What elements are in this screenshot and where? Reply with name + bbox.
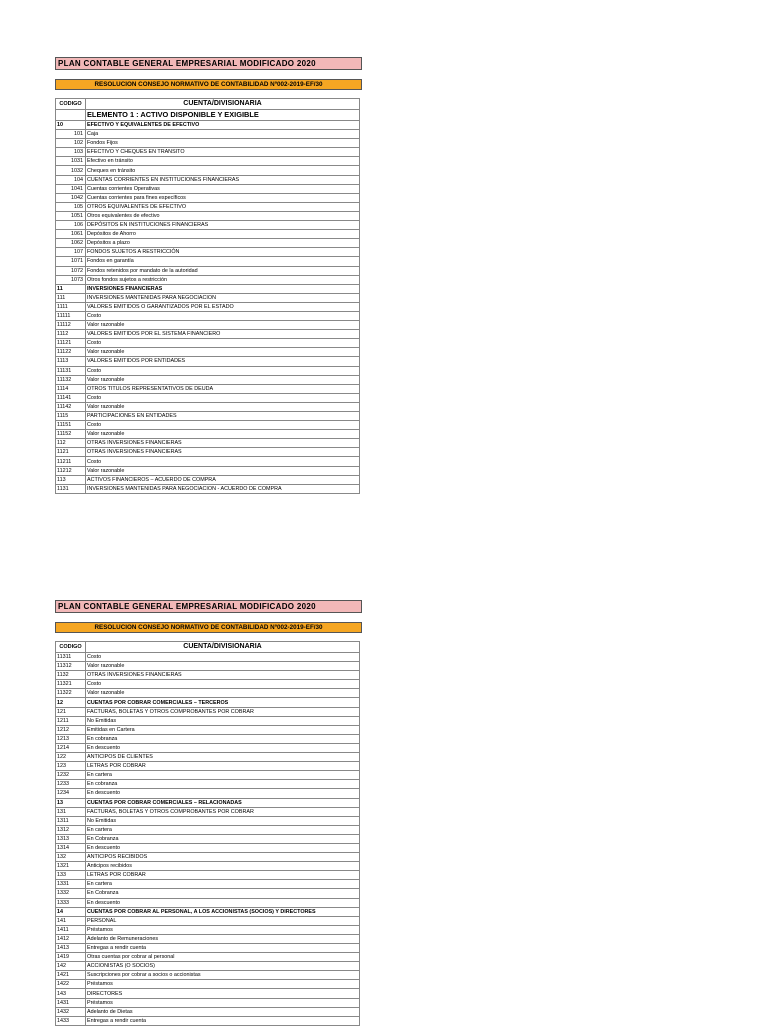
account-code: 1031 [56,157,86,166]
account-name: LETRAS POR COBRAR [86,762,360,771]
account-name: ACTIVOS FINANCIEROS – ACUERDO DE COMPRA [86,475,360,484]
account-name: Emitidas en Cartera [86,725,360,734]
account-name: Depósitos de Ahorro [86,230,360,239]
account-name: VALORES EMITIDOS POR ENTIDADES [86,357,360,366]
table-row [56,266,360,275]
account-name: Valor razonable [86,689,360,698]
account-code: 14 [56,907,86,916]
table-row [56,780,360,789]
table-row [56,375,360,384]
account-code: 1333 [56,898,86,907]
account-name: Valor razonable [86,402,360,411]
table-row [56,971,360,980]
code-column-header: CODIGO [56,642,86,653]
account-name: Valor razonable [86,321,360,330]
account-name: No Emitidas [86,716,360,725]
account-name: Entregas a rendir cuenta [86,1016,360,1025]
account-name: Valor razonable [86,375,360,384]
account-name: ANTICIPOS DE CLIENTES [86,753,360,762]
account-code: 1331 [56,880,86,889]
table-row [56,1007,360,1016]
account-code: 106 [56,221,86,230]
account-code: 1071 [56,257,86,266]
code-column-header: CODIGO [56,99,86,110]
account-code: 1072 [56,266,86,275]
table-row [56,853,360,862]
page-title: PLAN CONTABLE GENERAL EMPRESARIAL MODIFICADO 2020 [55,600,362,613]
account-name: FACTURAS, BOLETAS Y OTROS COMPROBANTES POR COBRAR [86,807,360,816]
account-name: OTRAS INVERSIONES FINANCIERAS [86,671,360,680]
account-code: 11312 [56,662,86,671]
account-code: 1131 [56,484,86,493]
account-code: 1312 [56,825,86,834]
account-name: Otros equivalentes de efectivo [86,211,360,220]
table-row [56,789,360,798]
account-name: En cartera [86,771,360,780]
table-row [56,257,360,266]
account-code: 1311 [56,816,86,825]
account-code: 11211 [56,457,86,466]
account-name: Depósitos a plazo [86,239,360,248]
account-code: 1051 [56,211,86,220]
account-name: LETRAS POR COBRAR [86,871,360,880]
account-code: 1214 [56,743,86,752]
account-name: Entregas a rendir cuenta [86,944,360,953]
table-row [56,734,360,743]
account-name: FACTURAS, BOLETAS Y OTROS COMPROBANTES POR COBRAR [86,707,360,716]
account-code: 11111 [56,311,86,320]
table-row [56,457,360,466]
account-name: Valor razonable [86,466,360,475]
account-name: Valor razonable [86,430,360,439]
account-code: 1412 [56,934,86,943]
table-row [56,211,360,220]
account-code: 143 [56,989,86,998]
element-title: ELEMENTO 1 : ACTIVO DISPONIBLE Y EXIGIBLE [86,110,360,121]
account-name: PARTICIPACIONES EN ENTIDADES [86,412,360,421]
table-row [56,248,360,257]
table-row [56,393,360,402]
account-code: 1112 [56,330,86,339]
table-row [56,439,360,448]
account-code: 1419 [56,953,86,962]
table-row [56,725,360,734]
table-row [56,662,360,671]
table-row [56,430,360,439]
table-row [56,412,360,421]
account-name: Cuentas corrientes para fines específicos [86,193,360,202]
account-code: 1061 [56,230,86,239]
table-row [56,680,360,689]
account-name: En descuento [86,843,360,852]
account-name: En descuento [86,898,360,907]
table-row [56,402,360,411]
account-code: 141 [56,916,86,925]
account-name: Costo [86,339,360,348]
table-row [56,953,360,962]
table-row [56,348,360,357]
account-name: OTROS TITULOS REPRESENTATIVOS DE DEUDA [86,384,360,393]
account-name: Costo [86,366,360,375]
account-name: VALORES EMITIDOS O GARANTIZADOS POR EL ESTADO [86,302,360,311]
account-name: Fondos en garantía [86,257,360,266]
table-row [56,284,360,293]
account-code: 11152 [56,430,86,439]
account-code: 11311 [56,653,86,662]
account-code: 1041 [56,184,86,193]
account-code: 12 [56,698,86,707]
table-row [56,843,360,852]
account-code: 1032 [56,166,86,175]
account-code: 1111 [56,302,86,311]
account-code: 1413 [56,944,86,953]
account-code: 1234 [56,789,86,798]
accounts-table [55,98,360,494]
table-row [56,184,360,193]
account-name: Cheques en tránsito [86,166,360,175]
account-code: 132 [56,853,86,862]
account-code: 1232 [56,771,86,780]
table-row [56,321,360,330]
table-row [56,448,360,457]
account-code: 13 [56,798,86,807]
account-name: Fondos retenidos por mandato de la autoridad [86,266,360,275]
table-row [56,384,360,393]
account-code: 131 [56,807,86,816]
account-name: En cobranza [86,780,360,789]
account-name: Caja [86,130,360,139]
resolution-banner: RESOLUCION CONSEJO NORMATIVO DE CONTABILIDAD Nº002-2019-EF/30 [55,79,362,90]
account-name: Suscripciones por cobrar a socios o accionistas [86,971,360,980]
account-code: 142 [56,962,86,971]
account-name: CUENTAS CORRIENTES EN INSTITUCIONES FINANCIERAS [86,175,360,184]
table-row [56,916,360,925]
account-code: 1211 [56,716,86,725]
account-name: Préstamos [86,925,360,934]
account-name: CUENTAS POR COBRAR AL PERSONAL, A LOS ACCIONISTAS (SOCIOS) Y DIRECTORES [86,907,360,916]
account-name: En Cobranza [86,834,360,843]
account-code: 10 [56,121,86,130]
account-code: 1332 [56,889,86,898]
table-row [56,275,360,284]
account-code: 103 [56,148,86,157]
account-code: 102 [56,139,86,148]
account-name: En Cobranza [86,889,360,898]
account-code: 1411 [56,925,86,934]
account-name: DEPÓSITOS EN INSTITUCIONES FINANCIERAS [86,221,360,230]
account-code: 1062 [56,239,86,248]
table-row [56,148,360,157]
account-code: 1422 [56,980,86,989]
account-name: EFECTIVO Y EQUIVALENTES DE EFECTIVO [86,121,360,130]
table-row [56,762,360,771]
table-row [56,743,360,752]
account-name: En cartera [86,825,360,834]
table-row [56,239,360,248]
account-name: Valor razonable [86,348,360,357]
account-name: Fondos Fijos [86,139,360,148]
account-code: 1314 [56,843,86,852]
table-row [56,807,360,816]
table-row [56,944,360,953]
account-code: 1073 [56,275,86,284]
account-name: No Emitidas [86,816,360,825]
account-name: INVERSIONES FINANCIERAS [86,284,360,293]
accounts-table-body [56,121,360,494]
table-row [56,311,360,320]
table-row [56,339,360,348]
account-name: Costo [86,680,360,689]
table-row [56,653,360,662]
table-row [56,934,360,943]
account-name: OTRAS INVERSIONES FINANCIERAS [86,448,360,457]
account-code: 1132 [56,671,86,680]
table-row [56,175,360,184]
account-name: OTRAS INVERSIONES FINANCIERAS [86,439,360,448]
table-row [56,293,360,302]
account-code: 11122 [56,348,86,357]
table-row [56,862,360,871]
resolution-banner: RESOLUCION CONSEJO NORMATIVO DE CONTABILIDAD Nº002-2019-EF/30 [55,622,362,633]
accounts-table-body [56,653,360,1026]
account-name: FONDOS SUJETOS A RESTRICCIÓN [86,248,360,257]
account-code: 112 [56,439,86,448]
account-name: PERSONAL [86,916,360,925]
table-row [56,484,360,493]
account-code: 1042 [56,193,86,202]
account-name: ANTICIPOS RECIBIDOS [86,853,360,862]
account-code: 104 [56,175,86,184]
table-row [56,130,360,139]
account-code: 1431 [56,998,86,1007]
account-name: En descuento [86,789,360,798]
table-row [56,898,360,907]
table-row [56,121,360,130]
account-code: 1213 [56,734,86,743]
account-name: Adelanto de Remuneraciones [86,934,360,943]
account-code: 11321 [56,680,86,689]
account-code: 11141 [56,393,86,402]
table-row [56,753,360,762]
table-row [56,998,360,1007]
account-name: INVERSIONES MANTENIDAS PARA NEGOCIACION [86,293,360,302]
account-code: 11 [56,284,86,293]
account-code: 111 [56,293,86,302]
table-row [56,157,360,166]
account-name: En descuento [86,743,360,752]
table-row [56,798,360,807]
table-row [56,716,360,725]
account-name: Costo [86,311,360,320]
account-code: 1212 [56,725,86,734]
account-code: 1421 [56,971,86,980]
page-title: PLAN CONTABLE GENERAL EMPRESARIAL MODIFICADO 2020 [55,57,362,70]
element-code-cell [56,110,86,121]
account-code: 11151 [56,421,86,430]
account-name: Otras cuentas por cobrar al personal [86,953,360,962]
table-row [56,671,360,680]
account-code: 122 [56,753,86,762]
account-name: Valor razonable [86,662,360,671]
account-name: Anticipos recibidos [86,862,360,871]
table-row [56,366,360,375]
account-code: 101 [56,130,86,139]
account-name: EFECTIVO Y CHEQUES EN TRANSITO [86,148,360,157]
account-name: Adelanto de Dietas [86,1007,360,1016]
table-row [56,466,360,475]
table-row [56,330,360,339]
account-code: 105 [56,202,86,211]
account-name: Efectivo en tránsito [86,157,360,166]
table-row [56,166,360,175]
account-code: 1233 [56,780,86,789]
account-name: INVERSIONES MANTENIDAS PARA NEGOCIACION - ACUERDO DE COMPRA [86,484,360,493]
table-row [56,980,360,989]
table-row [56,139,360,148]
account-code: 107 [56,248,86,257]
account-code: 11322 [56,689,86,698]
account-name: Costo [86,653,360,662]
account-name: Cuentas corrientes Operativas [86,184,360,193]
account-name: En cobranza [86,734,360,743]
account-name: CUENTAS POR COBRAR COMERCIALES – RELACIONADAS [86,798,360,807]
account-name: Préstamos [86,980,360,989]
account-code: 1115 [56,412,86,421]
account-code: 11142 [56,402,86,411]
table-row [56,221,360,230]
accounts-table [55,641,360,1026]
table-row [56,907,360,916]
table-row [56,302,360,311]
account-name: OTROS EQUIVALENTES DE EFECTIVO [86,202,360,211]
account-code: 11212 [56,466,86,475]
table-row [56,825,360,834]
account-code: 11132 [56,375,86,384]
table-row [56,816,360,825]
account-column-header: CUENTA/DIVISIONARIA [86,99,360,110]
account-code: 133 [56,871,86,880]
table-row [56,834,360,843]
table-row [56,962,360,971]
account-code: 11131 [56,366,86,375]
table-row [56,689,360,698]
table-row [56,871,360,880]
table-row [56,707,360,716]
table-row [56,475,360,484]
table-row [56,880,360,889]
account-name: Otros fondos sujetos a restricción [86,275,360,284]
table-row [56,357,360,366]
table-row [56,421,360,430]
account-name: ACCIONISTAS (O SOCIOS) [86,962,360,971]
account-code: 1114 [56,384,86,393]
table-row [56,771,360,780]
account-code: 1432 [56,1007,86,1016]
account-code: 113 [56,475,86,484]
account-name: Costo [86,457,360,466]
account-name: Costo [86,421,360,430]
account-name: CUENTAS POR COBRAR COMERCIALES – TERCEROS [86,698,360,707]
table-row [56,698,360,707]
table-row [56,989,360,998]
account-code: 1321 [56,862,86,871]
table-row [56,230,360,239]
account-code: 11121 [56,339,86,348]
account-name: En cartera [86,880,360,889]
account-code: 123 [56,762,86,771]
account-code: 1113 [56,357,86,366]
account-code: 1313 [56,834,86,843]
account-code: 11112 [56,321,86,330]
table-row [56,193,360,202]
account-name: Costo [86,393,360,402]
account-name: VALORES EMITIDOS POR EL SISTEMA FINANCIERO [86,330,360,339]
account-name: Préstamos [86,998,360,1007]
account-code: 1121 [56,448,86,457]
table-row [56,889,360,898]
table-row [56,925,360,934]
account-column-header: CUENTA/DIVISIONARIA [86,642,360,653]
account-name: DIRECTORES [86,989,360,998]
account-code: 1433 [56,1016,86,1025]
table-row [56,202,360,211]
account-code: 121 [56,707,86,716]
